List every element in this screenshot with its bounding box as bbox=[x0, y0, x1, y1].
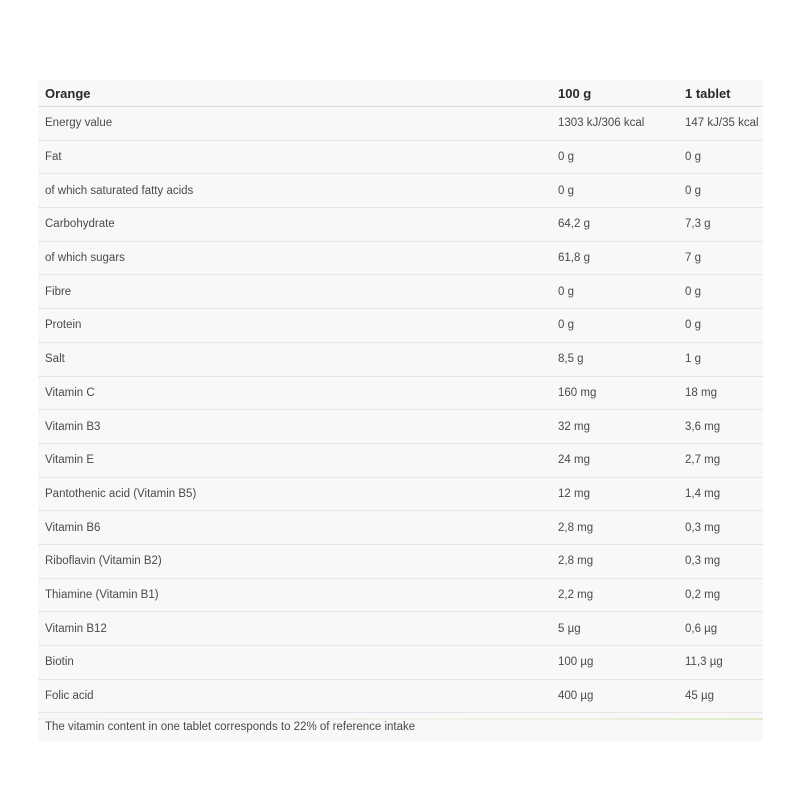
value-per-tablet: 0,3 mg bbox=[678, 511, 763, 545]
value-per-tablet: 3,6 mg bbox=[678, 410, 763, 444]
header-per-100g: 100 g bbox=[551, 80, 678, 107]
nutrient-name: Pantothenic acid (Vitamin B5) bbox=[38, 477, 551, 511]
header-flavor: Orange bbox=[38, 80, 551, 107]
table-row bbox=[38, 511, 763, 545]
value-per-100g: 400 µg bbox=[551, 679, 678, 713]
nutrient-name: of which saturated fatty acids bbox=[38, 174, 551, 208]
value-per-100g: 160 mg bbox=[551, 376, 678, 410]
value-per-tablet: 7 g bbox=[678, 241, 763, 275]
value-per-100g: 100 µg bbox=[551, 646, 678, 680]
table-row bbox=[38, 140, 763, 174]
value-per-tablet: 1,4 mg bbox=[678, 477, 763, 511]
table-row bbox=[38, 646, 763, 680]
value-per-tablet: 45 µg bbox=[678, 679, 763, 713]
nutrient-name: Protein bbox=[38, 309, 551, 343]
value-per-100g: 2,2 mg bbox=[551, 578, 678, 612]
footnote-text: The vitamin content in one tablet corresponds to 22% of reference intake bbox=[45, 721, 416, 734]
value-per-100g: 0 g bbox=[551, 309, 678, 343]
value-per-tablet: 147 kJ/35 kcal bbox=[678, 107, 763, 141]
value-per-tablet: 0 g bbox=[678, 174, 763, 208]
value-per-100g: 0 g bbox=[551, 140, 678, 174]
nutrient-name: Biotin bbox=[38, 646, 551, 680]
value-per-100g: 2,8 mg bbox=[551, 544, 678, 578]
table-row bbox=[38, 208, 763, 242]
value-per-100g: 12 mg bbox=[551, 477, 678, 511]
value-per-100g: 0 g bbox=[551, 174, 678, 208]
table-row bbox=[38, 376, 763, 410]
value-per-tablet: 1 g bbox=[678, 342, 763, 376]
accent-divider bbox=[38, 718, 763, 720]
value-per-100g: 8,5 g bbox=[551, 342, 678, 376]
table-row bbox=[38, 174, 763, 208]
value-per-tablet: 0 g bbox=[678, 309, 763, 343]
table-row bbox=[38, 309, 763, 343]
value-per-100g: 24 mg bbox=[551, 443, 678, 477]
table-row bbox=[38, 410, 763, 444]
value-per-100g: 61,8 g bbox=[551, 241, 678, 275]
table-row bbox=[38, 275, 763, 309]
value-per-100g: 5 µg bbox=[551, 612, 678, 646]
table-header-row bbox=[38, 80, 763, 107]
nutrition-table-container bbox=[38, 80, 763, 741]
nutrient-name: Folic acid bbox=[38, 679, 551, 713]
header-per-tablet: 1 tablet bbox=[678, 80, 763, 107]
nutrient-name: Vitamin E bbox=[38, 443, 551, 477]
table-row bbox=[38, 578, 763, 612]
value-per-100g: 64,2 g bbox=[551, 208, 678, 242]
nutrient-name: of which sugars bbox=[38, 241, 551, 275]
nutrient-name: Riboflavin (Vitamin B2) bbox=[38, 544, 551, 578]
value-per-100g: 0 g bbox=[551, 275, 678, 309]
nutrient-name: Vitamin B12 bbox=[38, 612, 551, 646]
nutrient-name: Salt bbox=[38, 342, 551, 376]
nutrition-table-body bbox=[38, 107, 763, 713]
table-row bbox=[38, 679, 763, 713]
nutrient-name: Thiamine (Vitamin B1) bbox=[38, 578, 551, 612]
value-per-tablet: 18 mg bbox=[678, 376, 763, 410]
value-per-100g: 32 mg bbox=[551, 410, 678, 444]
value-per-tablet: 11,3 µg bbox=[678, 646, 763, 680]
table-row bbox=[38, 612, 763, 646]
table-row bbox=[38, 107, 763, 141]
nutrient-name: Vitamin B6 bbox=[38, 511, 551, 545]
nutrient-name: Carbohydrate bbox=[38, 208, 551, 242]
value-per-tablet: 0,2 mg bbox=[678, 578, 763, 612]
table-row bbox=[38, 241, 763, 275]
nutrient-name: Fibre bbox=[38, 275, 551, 309]
value-per-tablet: 7,3 g bbox=[678, 208, 763, 242]
table-row bbox=[38, 544, 763, 578]
nutrient-name: Vitamin C bbox=[38, 376, 551, 410]
value-per-tablet: 0,3 mg bbox=[678, 544, 763, 578]
value-per-tablet: 0 g bbox=[678, 140, 763, 174]
nutrition-table bbox=[38, 80, 763, 741]
nutrient-name: Fat bbox=[38, 140, 551, 174]
value-per-tablet: 0,6 µg bbox=[678, 612, 763, 646]
table-row bbox=[38, 342, 763, 376]
value-per-100g: 2,8 mg bbox=[551, 511, 678, 545]
nutrient-name: Vitamin B3 bbox=[38, 410, 551, 444]
value-per-100g: 1303 kJ/306 kcal bbox=[551, 107, 678, 141]
nutrient-name: Energy value bbox=[38, 107, 551, 141]
value-per-tablet: 2,7 mg bbox=[678, 443, 763, 477]
table-row bbox=[38, 477, 763, 511]
value-per-tablet: 0 g bbox=[678, 275, 763, 309]
table-row bbox=[38, 443, 763, 477]
